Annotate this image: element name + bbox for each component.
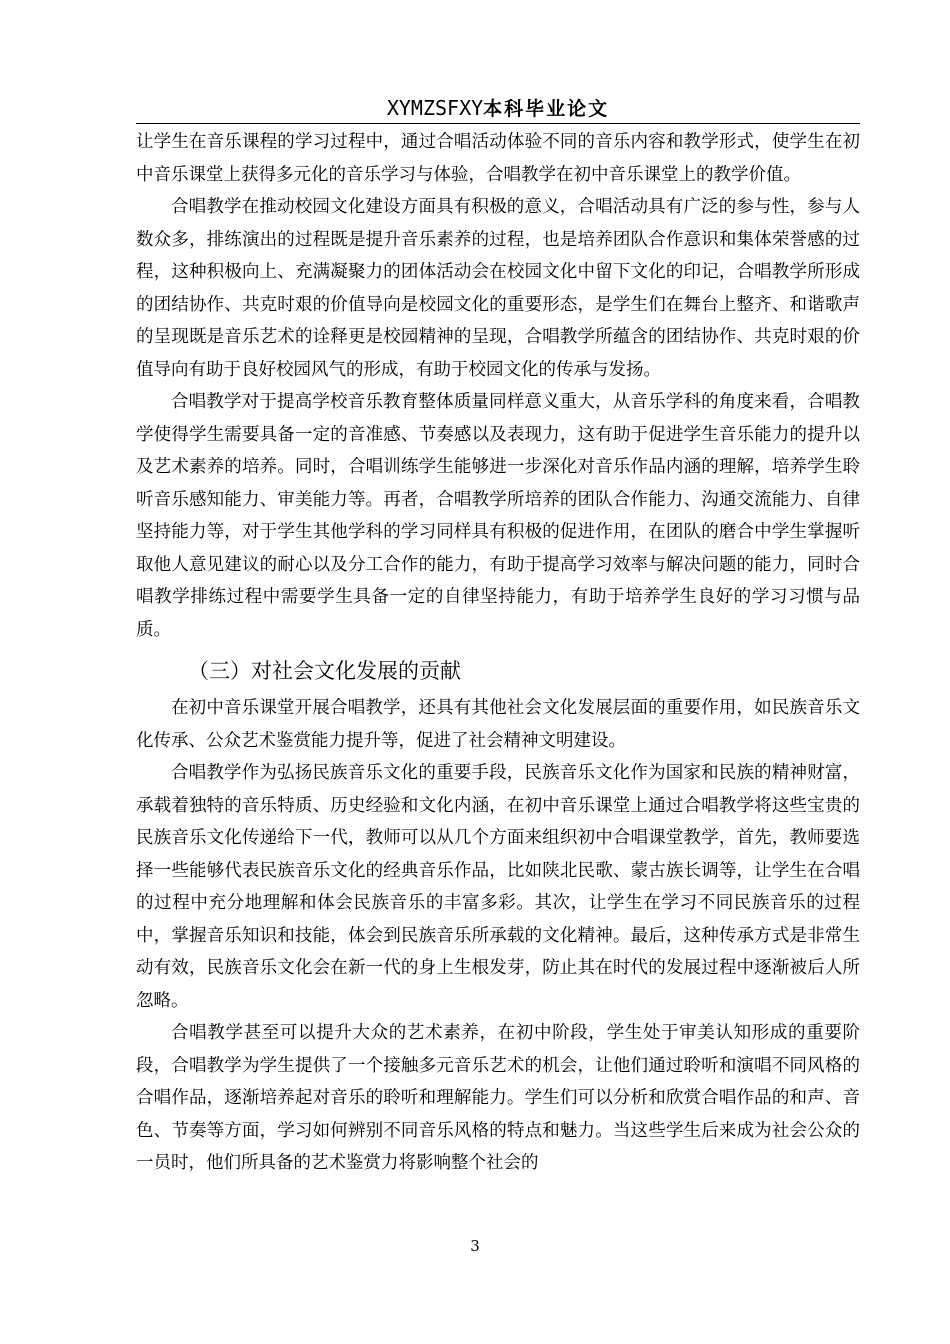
paragraph: 合唱教学作为弘扬民族音乐文化的重要手段，民族音乐文化作为国家和民族的精神财富，承载着独特的音乐特质、历史经验和文化内涵，在初中音乐课堂上通过合唱教学将这些宝贵的民族音乐文化传递给下一代，教师可以从几个方面来组织初中合唱课堂教学，首先，教师要选择一些能够代表民族音乐文化的经典音乐作品，比如陕北民歌、蒙古族长调等，让学生在合唱的过程中充分地理解和体会民族音乐的丰富多彩。其次，让学生在学习不同民族音乐的过程中，掌握音乐知识和技能，体会到民族音乐所承载的文化精神。最后，这种传承方式是非常生动有效，民族音乐文化会在新一代的身上生根发芽，防止其在时代的发展过程中逐渐被后人所忽略。: [136, 763, 860, 1011]
paragraph: 合唱教学对于提高学校音乐教育整体质量同样意义重大，从音乐学科的角度来看，合唱教学使得学生需要具备一定的音准感、节奏感以及表现力，这有助于促进学生音乐能力的提升以及艺术素养的培养。同时，合唱训练学生能够进一步深化对音乐作品内涵的理解，培养学生聆听音乐感知能力、审美能力等。再者，合唱教学所培养的团队合作能力、沟通交流能力、自律坚持能力等，对于学生其他学科的学习同样具有积极的促进作用，在团队的磨合中学生掌握听取他人意见建议的耐心以及分工合作的能力，有助于提高学习效率与解决问题的能力，同时合唱教学排练过程中需要学生具备一定的自律坚持能力，有助于培养学生良好的学习习惯与品质。: [136, 392, 860, 640]
paragraph: 合唱教学在推动校园文化建设方面具有积极的意义，合唱活动具有广泛的参与性，参与人数众多，排练演出的过程既是提升音乐素养的过程，也是培养团队合作意识和集体荣誉感的过程，这种积极向上、充满凝聚力的团体活动会在校园文化中留下文化的印记，合唱教学所形成的团结协作、共克时艰的价值导向是校园文化的重要形态，是学生们在舞台上整齐、和谐歌声的呈现既是音乐艺术的诠释更是校园精神的呈现，合唱教学所蕴含的团结协作、共克时艰的价值导向有助于良好校园风气的形成，有助于校园文化的传承与发扬。: [136, 197, 860, 380]
page-number: 3: [470, 1237, 480, 1255]
section-heading: （三）对社会文化发展的贡献: [188, 659, 461, 683]
header-rule: [136, 123, 860, 124]
header-code: XYMZSFXY: [386, 96, 484, 120]
paragraph: 合唱教学甚至可以提升大众的艺术素养，在初中阶段，学生处于审美认知形成的重要阶段，合唱教学为学生提供了一个接触多元音乐艺术的机会，让他们通过聆听和演唱不同风格的合唱作品，逐渐培养起对音乐的聆听和理解能力。学生们可以分析和欣赏合唱作品的和声、音色、节奏等方面，学习如何辨别不同音乐风格的特点和魅力。当这些学生后来成为社会公众的一员时，他们所具备的艺术鉴赏力将影响整个社会的: [136, 1023, 860, 1173]
paragraph: 在初中音乐课堂开展合唱教学，还具有其他社会文化发展层面的重要作用，如民族音乐文化传承、公众艺术鉴赏能力提升等，促进了社会精神文明建设。: [136, 698, 860, 751]
body-text: [136, 126, 860, 1180]
page-header: [136, 93, 860, 124]
paragraph-continued: 让学生在音乐课程的学习过程中，通过合唱活动体验不同的音乐内容和教学形式，使学生在初中音乐课堂上获得多元化的音乐学习与体验，合唱教学在初中音乐课堂上的教学价值。: [136, 132, 860, 185]
header-title: 本科毕业论文: [483, 98, 610, 120]
